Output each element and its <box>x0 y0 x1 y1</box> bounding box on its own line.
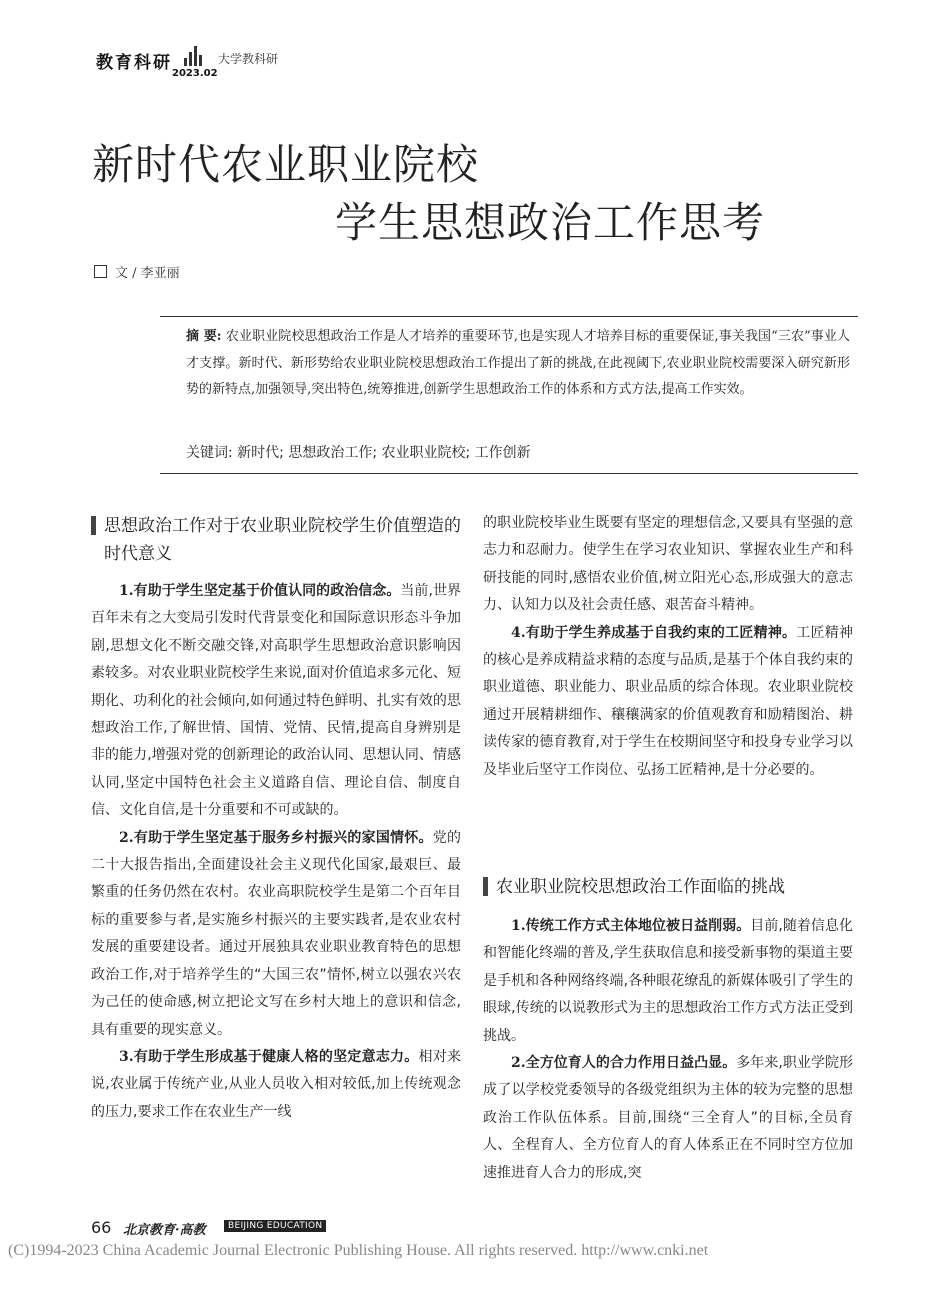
subheading: 2.有助于学生坚定基于服务乡村振兴的家国情怀。 <box>119 829 433 846</box>
paragraph-text: 工匠精神的核心是养成精益求精的态度与品质,是基于个体自我约束的职业道德、职业能力、职业品质的综合体现。农业职业院校通过开展精耕细作、穰穰满家的价值观教育和励精图治、耕读传家的德育教育,对于学生在校期间坚守和投身专业学习以及毕业后坚守工作岗位、弘扬工匠精神,是十分必要的。 <box>483 624 853 778</box>
bar-chart-icon <box>184 46 206 66</box>
copyright-notice: (C)1994-2023 China Academic Journal Electronic Publishing House. All rights reserved. http://www.cnki.net <box>8 1242 709 1259</box>
article-title-line1: 新时代农业职业院校 <box>92 140 480 189</box>
section-heading-2 <box>483 873 853 901</box>
publication-name-en: BEIJING EDUCATION <box>224 1220 326 1232</box>
abstract-text: 农业职业院校思想政治工作是人才培养的重要环节,也是实现人才培养目标的重要保证,事关我国“三农”事业人才支撑。新时代、新形势给农业职业院校思想政治工作提出了新的挑战,在此视阈下,农业职业院校需要深入研究新形势的新特点,加强领导,突出特色,统筹推进,创新学生思想政治工作的体系和方式方法,提高工作实效。 <box>186 329 850 397</box>
right-column-bottom <box>483 913 853 1187</box>
paragraph-text: 的职业院校毕业生既要有坚定的理想信念,又要具有坚强的意志力和忍耐力。使学生在学习农业知识、掌握农业生产和科研技能的同时,感悟农业价值,树立阳光心态,形成强大的意志力、认知力以及社会责任感、艰苦奋斗精神。 <box>483 515 853 614</box>
abstract <box>186 324 850 404</box>
journal-name: 教育科研 <box>96 53 172 73</box>
paragraph <box>483 510 853 620</box>
square-icon <box>94 265 107 278</box>
paragraph <box>91 825 461 1044</box>
paragraph-text: 当前,世界百年未有之大变局引发时代背景变化和国际意识形态斗争加剧,思想文化不断交融交锋,对高职学生思想政治意识影响因素较多。对农业职业院校学生来说,面对价值追求多元化、短期化、功利化的社会倾向,如何通过特色鲜明、扎实有效的思想政治工作,了解世情、国情、党情、民情,提高自身辨别是非的能力,增强对党的创新理论的政治认同、思想认同、情感认同,坚定中国特色社会主义道路自信、理论自信、制度自信、文化自信,是十分重要和不可或缺的。 <box>91 583 461 819</box>
author-line <box>94 262 180 281</box>
page-number: 66 <box>91 1218 112 1237</box>
section-heading-1 <box>91 512 466 568</box>
column-name: 大学教科研 <box>218 52 279 66</box>
issue-number: 2023.02 <box>172 68 218 79</box>
paragraph-text: 党的二十大报告指出,全面建设社会主义现代化国家,最艰巨、最繁重的任务仍然在农村。农业高职院校学生是第二个百年目标的重要参与者,是实施乡村振兴的主要实践者,是农业农村发展的重要建设者。通过开展独具农业职业教育特色的思想政治工作,对于培养学生的“大国三农”情怀,树立以强农兴农为己任的使命感,树立把论文写在乡村大地上的意识和信念,具有重要的现实意义。 <box>91 829 461 1038</box>
subheading: 4.有助于学生养成基于自我约束的工匠精神。 <box>511 624 797 641</box>
paragraph <box>483 913 853 1050</box>
section-marker <box>483 877 488 896</box>
abstract-label: 摘 要: <box>186 329 222 344</box>
section-heading-text: 农业职业院校思想政治工作面临的挑战 <box>496 877 785 897</box>
subheading: 1.有助于学生坚定基于价值认同的政治信念。 <box>119 583 401 599</box>
publication-name: 北京教育·高教 <box>123 1223 206 1238</box>
paragraph-text: 多年来,职业学院形成了以学校党委领导的各级党组织为主体的较为完整的思想政治工作队伍体系。目前,围绕“三全育人”的目标,全员育人、全程育人、全方位育人的育人体系正在不同时空方位加速推进育人合力的形成,突 <box>483 1055 853 1181</box>
top-rule <box>160 316 858 317</box>
bottom-rule <box>160 473 858 474</box>
paragraph <box>91 578 461 825</box>
paragraph-text: 相对来说,农业属于传统产业,从业人员收入相对较低,加上传统观念的压力,要求工作在农业生产一线 <box>91 1048 461 1120</box>
section-marker <box>91 516 96 535</box>
subheading: 2.全方位育人的合力作用日益凸显。 <box>511 1055 737 1072</box>
paragraph <box>483 1050 853 1187</box>
article-title-line2: 学生思想政治工作思考 <box>335 198 766 247</box>
section-heading-text: 思想政治工作对于农业职业院校学生价值塑造的时代意义 <box>104 516 461 564</box>
subheading: 1.传统工作方式主体地位被日益削弱。 <box>511 918 751 934</box>
paragraph <box>483 620 853 784</box>
paragraph-text: 目前,随着信息化和智能化终端的普及,学生获取信息和接受新事物的渠道主要是手机和各种网络终端,各种眼花缭乱的新媒体吸引了学生的眼球,传统的以说教形式为主的思想政治工作方式方法正受到挑战。 <box>483 918 853 1044</box>
keywords: 关键词: 新时代; 思想政治工作; 农业职业院校; 工作创新 <box>186 445 531 461</box>
paragraph <box>91 1044 461 1126</box>
left-column <box>91 578 461 1126</box>
right-column-top <box>483 510 853 784</box>
subheading: 3.有助于学生形成基于健康人格的坚定意志力。 <box>119 1048 419 1065</box>
author-name: 文 / 李亚丽 <box>115 266 180 281</box>
